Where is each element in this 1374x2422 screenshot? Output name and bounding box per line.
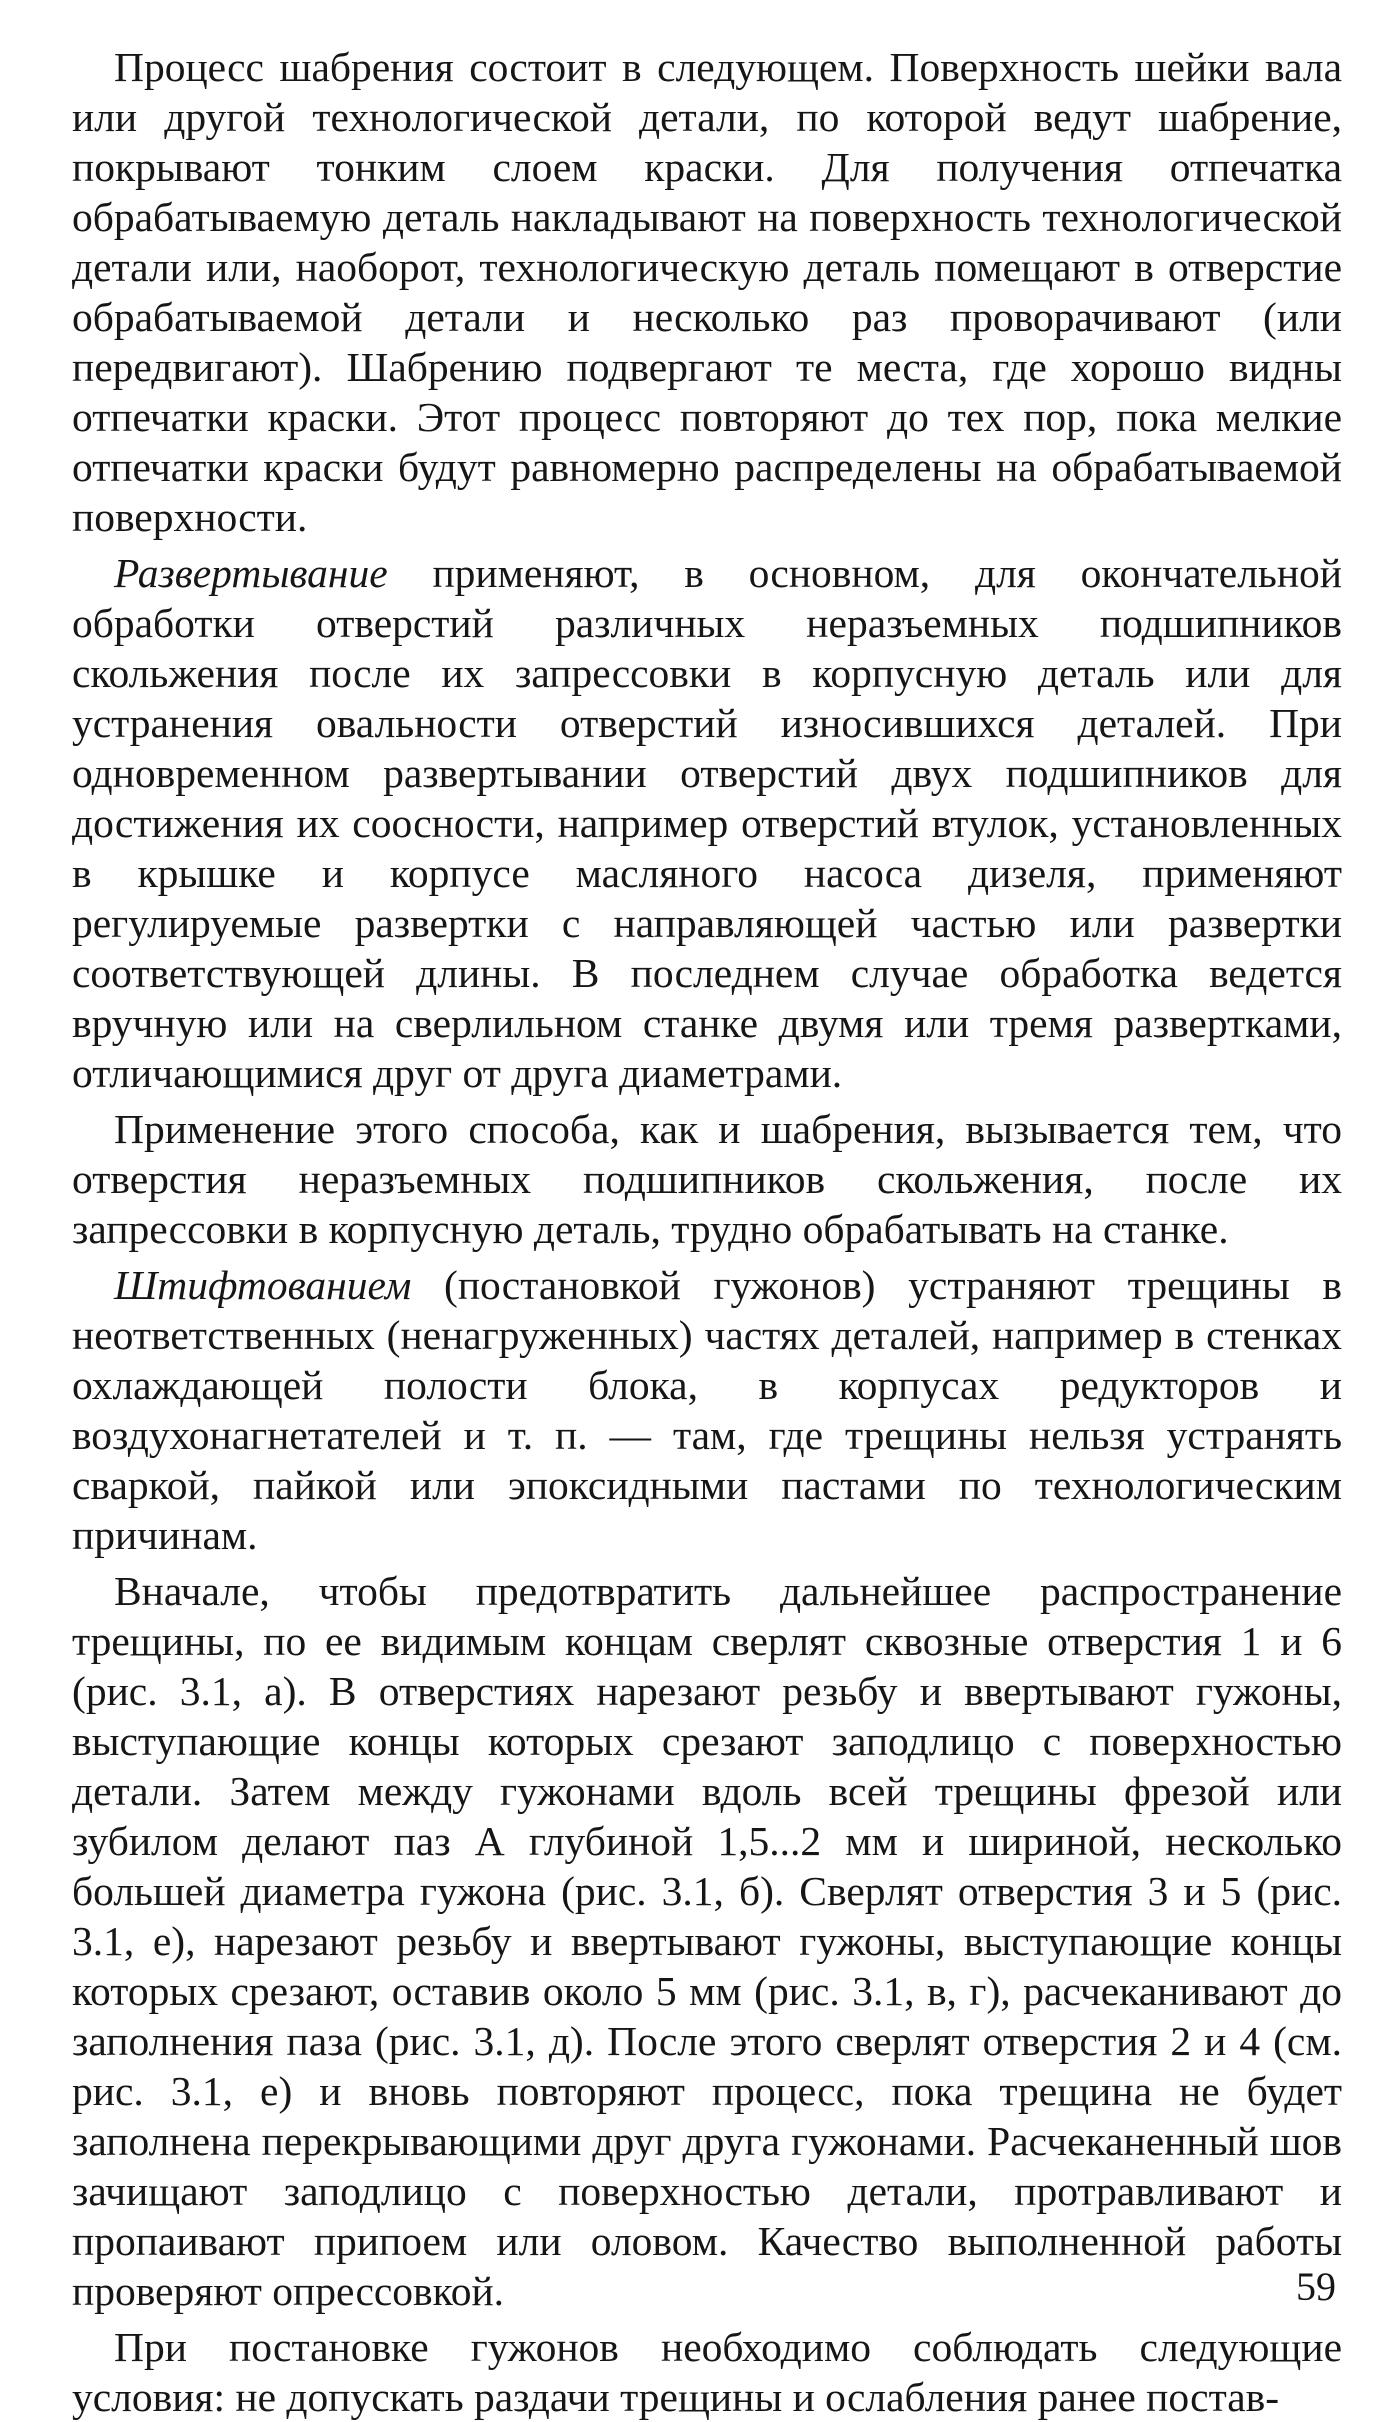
paragraph-text: Процесс шабрения состоит в следующем. Поверхность шейки вала или другой технологической детали, по которой ведут шабрение, покрывают тонким слоем краски. Для получения отпечатка обрабатываемую деталь накладывают на поверхность технологической детали или, наоборот, технологическую деталь помещают в отверстие обрабатываемой детали и несколько раз проворачивают (или передвигают). Шабрению подвергают те места, где хорошо видны отпечатки краски. Этот процесс повторяют до тех пор, пока мелкие отпечатки краски будут равномерно распределены на обрабатываемой поверхности. — [72, 44, 1342, 540]
term-reaming: Развертывание — [114, 550, 388, 596]
body-text — [72, 42, 1342, 2422]
paragraph-text: применяют, в основном, для окончательной обработки отверстий различных неразъемных подшипников скольжения после их запрессовки в корпусную деталь или для устранения овальности отверстий износившихся деталей. При одновременном развертывании отверстий двух подшипников для достижения их соосности, например отверстий втулок, установленных в крышке и корпусе масляного насоса дизеля, применяют регулируемые развертки с направляющей частью или развертки соответствующей длины. В последнем случае обработка ведется вручную или на сверлильном станке двумя или тремя развертками, отличающимися друг от друга диаметрами. — [72, 550, 1342, 1096]
paragraph-method-application — [72, 1104, 1342, 1254]
paragraph-pinning-conditions — [72, 2322, 1342, 2422]
paragraph-text: При постановке гужонов необходимо соблюдать следующие условия: не допускать раздачи трещины и ослабления ранее постав- — [72, 2324, 1342, 2420]
page-number: 59 — [1296, 2264, 1336, 2309]
paragraph-text: (постановкой гужонов) устраняют трещины в неответственных (ненагруженных) частях деталей, например в стенках охлаждающей полости блока, в корпусах редукторов и воздухонагнетателей и т. п. — там, где трещины нельзя устранять сваркой, пайкой или эпоксидными пастами по технологическим причинам. — [72, 1262, 1342, 1558]
paragraph-text: Вначале, чтобы предотвратить дальнейшее распространение трещины, по ее видимым концам сверлят сквозные отверстия 1 и 6 (рис. 3.1, а). В отверстиях нарезают резьбу и ввертывают гужоны, выступающие концы которых срезают заподлицо с поверхностью детали. Затем между гужонами вдоль всей трещины фрезой или зубилом делают паз А глубиной 1,5...2 мм и шириной, несколько большей диаметра гужона (рис. 3.1, б). Сверлят отверстия 3 и 5 (рис. 3.1, е), нарезают резьбу и ввертывают гужоны, выступающие концы которых срезают, оставив около 5 мм (рис. 3.1, в, г), расчеканивают до заполнения паза (рис. 3.1, д). После этого сверлят отверстия 2 и 4 (см. рис. 3.1, е) и вновь повторяют процесс, пока трещина не будет заполнена перекрывающими друг друга гужонами. Расчеканенный шов зачищают заподлицо с поверхностью детали, протравливают и пропаивают припоем или оловом. Качество выполненной работы проверяют опрессовкой. — [72, 1568, 1342, 2314]
paragraph-pinning-procedure — [72, 1566, 1342, 2316]
paragraph-pinning — [72, 1260, 1342, 1560]
paragraph-reaming — [72, 548, 1342, 1098]
term-pinning: Штифтованием — [114, 1262, 412, 1308]
paragraph-text: Применение этого способа, как и шабрения, вызывается тем, что отверстия неразъемных подшипников скольжения, после их запрессовки в корпусную деталь, трудно обрабатывать на станке. — [72, 1106, 1342, 1252]
paragraph-scraping-process — [72, 42, 1342, 542]
